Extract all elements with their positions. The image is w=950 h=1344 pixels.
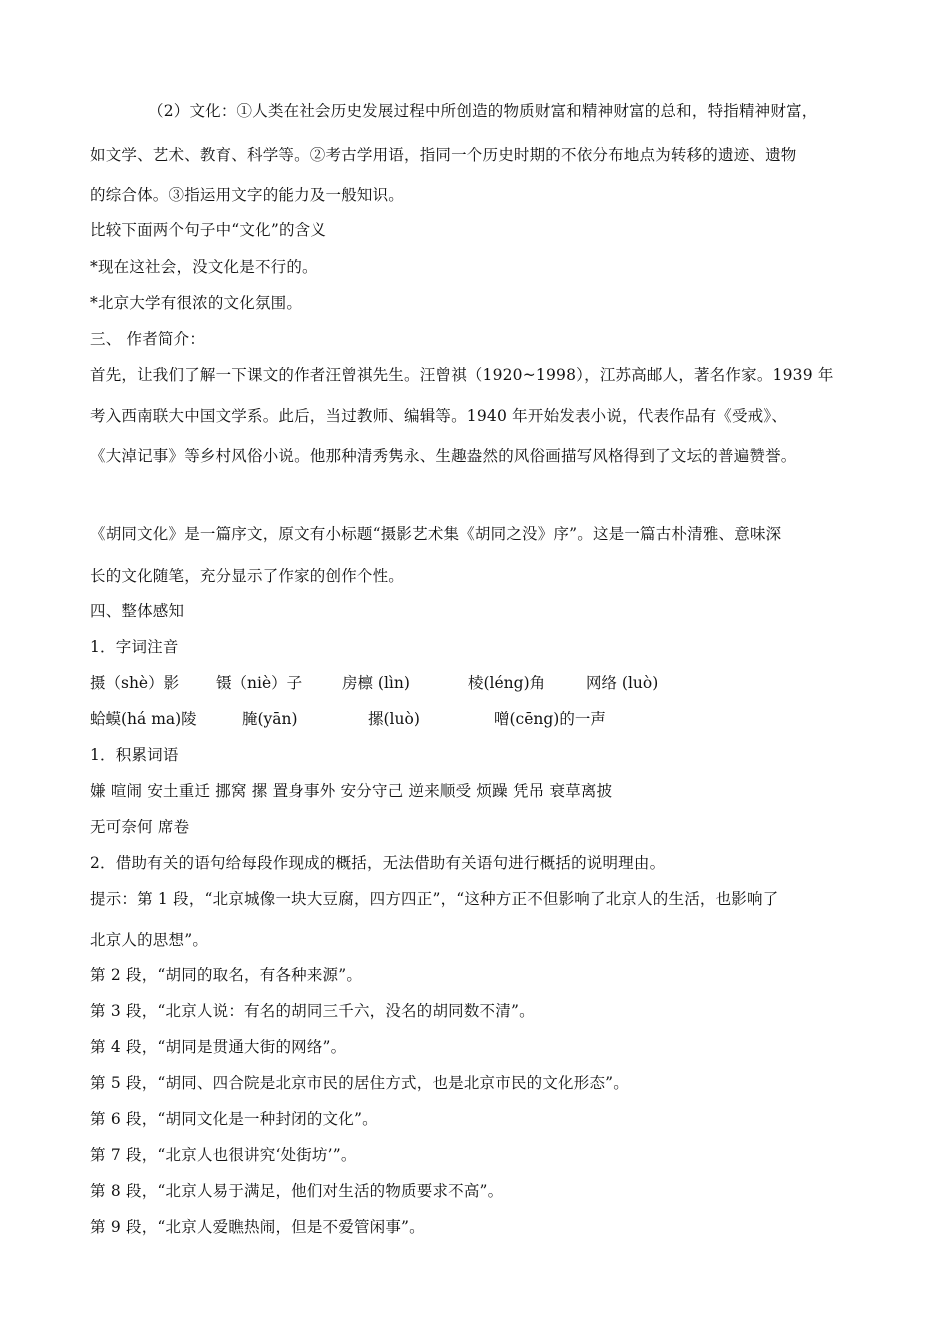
pinyin-item: 镊（niè）子 xyxy=(216,674,303,692)
author-intro-line-3: 《大淖记事》等乡村风俗小说。他那种清秀隽永、生趣盎然的风俗画描写风格得到了文坛的普遍赞誉。 xyxy=(90,447,797,465)
pinyin-item: 腌(yān) xyxy=(242,710,298,728)
paragraph-summary-9: 第 9 段，“北京人爱瞧热闹，但是不爱管闲事”。 xyxy=(90,1218,425,1236)
culture-definition-line-2: 如文学、艺术、教育、科学等。②考古学用语，指同一个历史时期的不依分布地点为转移的遗迹、遗物 xyxy=(90,146,797,164)
pinyin-item: 摄（shè）影 xyxy=(90,674,180,692)
paragraph-summary-7: 第 7 段，“北京人也很讲究‘处街坊’”。 xyxy=(90,1146,357,1164)
pinyin-item: 房檩 (lìn) xyxy=(342,674,410,692)
paragraph-summary-8: 第 8 段，“北京人易于满足，他们对生活的物质要求不高”。 xyxy=(90,1182,504,1200)
hint-line-2: 北京人的思想”。 xyxy=(90,931,209,949)
vocabulary-list-2: 无可奈何 席卷 xyxy=(90,818,190,836)
hint-line-1: 提示：第 1 段，“北京城像一块大豆腐，四方四正”，“这种方正不但影响了北京人的生活，也影响了 xyxy=(90,890,779,908)
example-sentence-2: *北京大学有很浓的文化氛围。 xyxy=(90,294,303,312)
paragraph-summary-4: 第 4 段，“胡同是贯通大街的网络”。 xyxy=(90,1038,347,1056)
example-sentence-1: *现在这社会，没文化是不行的。 xyxy=(90,258,318,276)
author-intro-line-2: 考入西南联大中国文学系。此后，当过教师、编辑等。1940 年开始发表小说，代表作品有《受戒》、 xyxy=(90,407,788,425)
culture-definition-line-1: （2）文化：①人类在社会历史发展过程中所创造的物质财富和精神财富的总和，特指精神财富， xyxy=(148,102,818,120)
subheading-vocabulary: 1．积累词语 xyxy=(90,746,179,764)
pinyin-item: 噌(cēng)的一声 xyxy=(494,710,606,728)
task-instruction: 2．借助有关的语句给每段作现成的概括，无法借助有关语句进行概括的说明理由。 xyxy=(90,854,666,872)
essay-intro-line-1: 《胡同文化》是一篇序文，原文有小标题“摄影艺术集《胡同之没》序”。这是一篇古朴清雅、意味深 xyxy=(90,525,782,543)
paragraph-summary-2: 第 2 段，“胡同的取名，有各种来源”。 xyxy=(90,966,363,984)
pinyin-item: 棱(léng)角 xyxy=(468,674,546,692)
pinyin-item: 网络 (luò) xyxy=(586,674,659,692)
paragraph-summary-6: 第 6 段，“胡同文化是一种封闭的文化”。 xyxy=(90,1110,378,1128)
vocabulary-list-1: 嫌 喧闹 安土重迁 挪窝 摞 置身事外 安分守己 逆来顺受 烦躁 凭吊 衰草离披 xyxy=(90,782,613,800)
paragraph-summary-3: 第 3 段，“北京人说：有名的胡同三千六，没名的胡同数不清”。 xyxy=(90,1002,535,1020)
section-heading-overview: 四、整体感知 xyxy=(90,602,185,620)
pinyin-item: 蛤蟆(há ma)陵 xyxy=(90,710,197,728)
essay-intro-line-2: 长的文化随笔，充分显示了作家的创作个性。 xyxy=(90,567,405,585)
pinyin-item: 摞(luò) xyxy=(368,710,420,728)
subheading-pronunciation: 1．字词注音 xyxy=(90,638,179,656)
paragraph-summary-5: 第 5 段，“胡同、四合院是北京市民的居住方式，也是北京市民的文化形态”。 xyxy=(90,1074,629,1092)
author-intro-line-1: 首先，让我们了解一下课文的作者汪曾祺先生。汪曾祺（1920~1998），江苏高邮人，著名作家。1939 年 xyxy=(90,366,834,384)
culture-definition-line-3: 的综合体。③指运用文字的能力及一般知识。 xyxy=(90,186,405,204)
section-heading-author: 三、 作者简介： xyxy=(90,330,206,348)
compare-prompt: 比较下面两个句子中“文化”的含义 xyxy=(90,221,327,239)
